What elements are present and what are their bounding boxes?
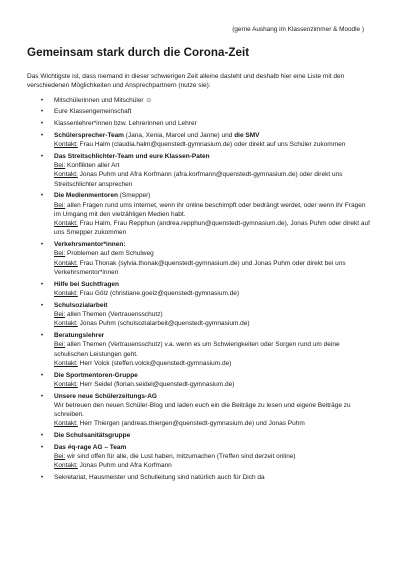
item-detail-line [54, 319, 372, 328]
detail-text: wir sind offen für alle, die Lust haben, mitzumachen (Treffen sind derzeit online) [65, 453, 296, 461]
item-title: Schülersprecher-Team [54, 131, 124, 139]
detail-label: Bei: [54, 250, 66, 258]
item-title: Die Schulsanitätsgruppe [54, 432, 131, 440]
item-title: Eure Klassengemeinschaft [54, 108, 132, 116]
detail-text: Jonas Puhm und Afra Korfmann [77, 462, 172, 470]
detail-text: Herr Volck (steffen.volck@quenstedt-gymnasium.de) [77, 359, 232, 367]
detail-text: Frau Gölz (christiane.goelz@quenstedt-gymnasium.de) [77, 289, 240, 297]
detail-text: Problemen auf dem Schulweg [65, 250, 154, 258]
item-heading [54, 152, 372, 161]
bullet-icon: • [40, 331, 44, 339]
bullet-icon: • [40, 241, 44, 249]
bullet-icon: • [40, 392, 44, 400]
detail-text: allen Fragen rund ums Internet, wenn ihr online beschimpft oder bedrängt werdet, oder wenn ihr Fragen im Umgang mit den vielzähligen Medien habt. [54, 201, 366, 218]
item-title: Sekretariat, Hausmeister und Schulleitung sind natürlich auch für Dich da [54, 474, 265, 482]
detail-text: Jonas Puhm und Afra Korfmann (afra.korfmann@quenstedt-gymnasium.de) oder direkt uns Streitschlichter ansprechen [54, 171, 343, 188]
item-detail-line [54, 161, 372, 170]
item-detail-line [54, 340, 372, 359]
bullet-icon: • [40, 443, 44, 451]
detail-text: Konflikten aller Art [65, 161, 120, 169]
bullet-icon: • [40, 152, 44, 160]
detail-text: allen Themen (Vertrauensschutz) v.a. wenn es um Schwierigkeiten oder Sorgen rund um deine schulischen Leistungen geht. [54, 341, 340, 358]
list-item [27, 473, 372, 482]
bullet-icon: • [40, 192, 44, 200]
item-title: Mitschülerinnen und Mitschüler ☺ [54, 96, 153, 104]
detail-label: Kontakt: [54, 462, 78, 470]
item-heading [54, 240, 372, 249]
item-heading [54, 131, 372, 140]
detail-label: Kontakt: [54, 380, 78, 388]
bullet-icon: • [40, 96, 44, 104]
bullet-icon: • [40, 131, 44, 139]
detail-label: Bei: [54, 310, 66, 318]
item-detail-line [54, 259, 372, 278]
detail-text: allen Themen (Vertrauensschutz) [65, 310, 163, 318]
list-item [27, 131, 372, 150]
posting-note: (gerne Aushang im Klassenzimmer & Moodle ) [232, 26, 364, 33]
item-title: Die Medienmentoren [54, 192, 118, 200]
list-item [27, 371, 372, 390]
item-detail-line [54, 359, 372, 368]
item-title: Das Streitschlichter-Team und eure Klassen-Paten [54, 152, 210, 160]
detail-label: Kontakt: [54, 140, 78, 148]
item-detail-line [54, 219, 372, 238]
list-item [27, 119, 372, 128]
detail-text: Jonas Puhm (schulsozialarbeit@quenstedt-gymnasium.de) [77, 320, 250, 328]
detail-label: Bei: [54, 201, 66, 209]
list-item [27, 392, 372, 429]
item-title: Schulsozialarbeit [54, 301, 108, 309]
item-heading [54, 191, 372, 200]
item-heading [54, 331, 372, 340]
page-title: Gemeinsam stark durch die Corona-Zeit [27, 46, 250, 59]
list-item [27, 280, 372, 299]
item-heading [54, 371, 372, 380]
item-title-suffix: (Smepper) [117, 192, 151, 200]
item-heading [54, 392, 372, 401]
item-detail-line [54, 401, 372, 420]
bullet-icon: • [40, 280, 44, 288]
item-detail-line [54, 452, 372, 461]
item-detail-line [54, 201, 372, 220]
item-heading [54, 473, 372, 482]
item-title-suffix: (Jana, Xenia, Marcel und Janne) und [123, 131, 235, 139]
item-title: Hilfe bei Suchtfragen [54, 280, 120, 288]
detail-label: Kontakt: [54, 359, 78, 367]
item-detail-line [54, 461, 372, 470]
list-item [27, 152, 372, 189]
detail-label: Kontakt: [54, 289, 78, 297]
intro-paragraph: Das Wichtigste ist, dass niemand in dieser schwierigen Zeit alleine dasteht und deshalb hier eine Liste mit den verschiedenen Möglichkeiten und Ansprechpartnern (nutze sie): [27, 73, 345, 90]
detail-text: Herr Thiergen (andreas.thiergen@quenstedt-gymnasium.de) und Jonas Puhm [77, 420, 305, 428]
detail-text: Frau Thonak (sylvia.thonak@quenstedt-gymnasium.de) und Jonas Puhm oder direkt bei uns Verkehrsmentor*innen [54, 259, 346, 276]
detail-label: Kontakt: [54, 220, 78, 228]
item-detail-line [54, 419, 372, 428]
detail-text: Wir betreuen den neuen Schüler-Blog und laden euch ein die Beiträge zu lesen und eigene Beiträge zu schreiben. [54, 401, 351, 419]
list-item [27, 191, 372, 237]
list-item [27, 240, 372, 277]
item-heading [54, 107, 372, 116]
item-title: Die Sportmentoren-Gruppe [54, 371, 138, 379]
list-item [27, 301, 372, 329]
detail-label: Bei: [54, 341, 66, 349]
detail-label: Kontakt: [54, 259, 78, 267]
bullet-icon: • [40, 432, 44, 440]
detail-label: Bei: [54, 453, 66, 461]
item-title: Verkehrsmentor*innen: [54, 241, 126, 249]
bullet-icon: • [40, 301, 44, 309]
item-heading [54, 301, 372, 310]
detail-text: Frau Halm (claudia.halm@quenstedt-gymnasium.de) oder direkt auf uns Schüler zukommen [77, 140, 346, 148]
item-detail-line [54, 289, 372, 298]
item-detail-line [54, 140, 372, 149]
detail-label: Kontakt: [54, 420, 78, 428]
bullet-icon: • [40, 371, 44, 379]
detail-label: Kontakt: [54, 171, 78, 179]
item-heading [54, 119, 372, 128]
detail-label: Kontakt: [54, 320, 78, 328]
detail-text: Herr Seidel (florian.seidel@quenstedt-gymnasium.de) [77, 380, 235, 388]
item-title: Unsere neue Schülerzeitungs-AG [54, 392, 157, 400]
contact-list [27, 96, 372, 483]
bullet-icon: • [40, 108, 44, 116]
item-title: Klassenlehrer*innen bzw. Lehrerinnen und Lehrer [54, 119, 197, 127]
item-heading [54, 96, 372, 105]
detail-label: Bei: [54, 161, 66, 169]
item-title-extra: die SMV [234, 131, 260, 139]
item-detail-line [54, 170, 372, 189]
detail-text: Frau Halm, Frau Repphun (andrea.repphun@quenstedt-gymnasium.de), Jonas Puhm oder direkt auf uns Smepper zukommen [54, 220, 370, 237]
item-detail-line [54, 310, 372, 319]
list-item [27, 107, 372, 116]
item-title: Das #q-rage AG – Team [54, 443, 127, 451]
item-title: Beratungslehrer [54, 331, 105, 339]
list-item [27, 331, 372, 368]
item-heading [54, 431, 372, 440]
item-heading [54, 280, 372, 289]
bullet-icon: • [40, 119, 44, 127]
bullet-icon: • [40, 474, 44, 482]
item-detail-line [54, 249, 372, 258]
item-heading [54, 443, 372, 452]
item-detail-line [54, 380, 372, 389]
list-item [27, 431, 372, 440]
list-item [27, 96, 372, 105]
list-item [27, 443, 372, 471]
